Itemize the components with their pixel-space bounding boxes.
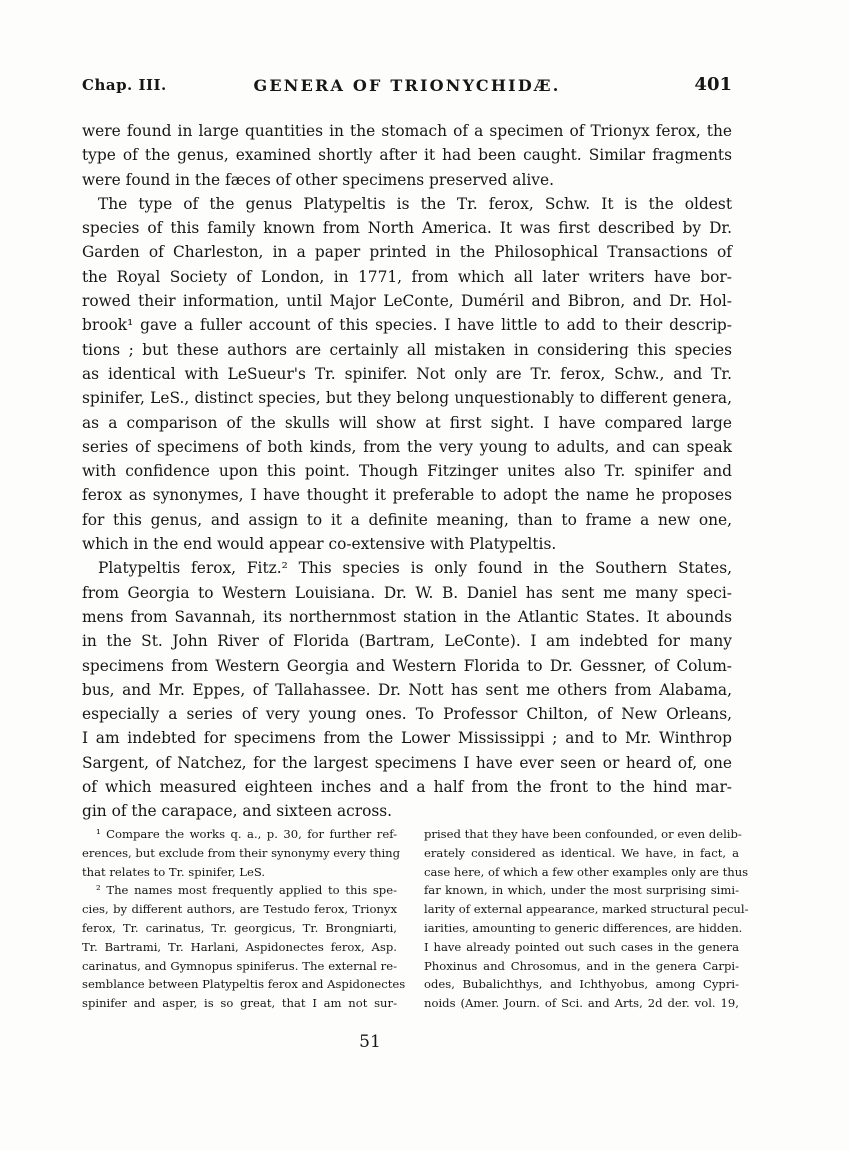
- body-line: especially a series of very young ones. To Professor Chilton, of New Orleans,: [82, 705, 732, 724]
- body-line: Platypeltis ferox, Fitz.² This species is only found in the Southern States,: [98, 559, 732, 578]
- body-line: spinifer, LeS., distinct species, but they belong unquestionably to different genera,: [82, 389, 732, 408]
- body-line: the Royal Society of London, in 1771, from which all later writers have bor-: [82, 267, 732, 286]
- body-line: type of the genus, examined shortly after it had been caught. Similar fragments: [82, 146, 732, 165]
- footnote-line: carinatus, and Gymnopus spiniferus. The external re-: [82, 958, 397, 973]
- footnote-line: case here, of which a few other examples only are thus: [424, 864, 749, 879]
- footnote-line: Tr. Bartrami, Tr. Harlani, Aspidonectes ferox, Asp.: [82, 939, 397, 954]
- footnote-line: iarities, amounting to generic differences, are hidden.: [424, 920, 743, 935]
- body-line: for this genus, and assign to it a definite meaning, than to frame a new one,: [82, 510, 732, 529]
- footnote-line: prised that they have been confounded, or even delib-: [424, 827, 742, 841]
- running-header: [82, 74, 732, 102]
- footnote-line: noids (Amer. Journ. of Sci. and Arts, 2d der. vol. 19,: [424, 996, 739, 1011]
- body-line: with confidence upon this point. Though Fitzinger unites also Tr. spinifer and: [82, 462, 732, 481]
- body-line: species of this family known from North America. It was first described by Dr.: [82, 219, 732, 238]
- body-line: tions ; but these authors are certainly all mistaken in considering this species: [82, 340, 732, 359]
- body-line: were found in large quantities in the stomach of a specimen of Trionyx ferox, the: [82, 122, 732, 140]
- footnote-line: cies, by different authors, are Testudo ferox, Trionyx: [82, 902, 397, 917]
- body-line: mens from Savannah, its northernmost station in the Atlantic States. It abounds: [82, 607, 732, 626]
- body-line: as identical with LeSueur's Tr. spinifer. Not only are Tr. ferox, Schw., and Tr.: [82, 364, 732, 383]
- footnote-line: far known, in which, under the most surprising simi-: [424, 883, 739, 898]
- body-line: gin of the carapace, and sixteen across.: [82, 802, 393, 821]
- running-title: GENERA OF TRIONYCHIDÆ.: [253, 76, 561, 95]
- footnote-line: larity of external appearance, marked structural pecul-: [424, 902, 749, 917]
- footnote-line: I have already pointed out such cases in the genera: [424, 939, 739, 954]
- body-line: series of specimens of both kinds, from the very young to adults, and can speak: [82, 437, 732, 456]
- footnote-line: ¹ Compare the works q. a., p. 30, for further ref-: [96, 827, 397, 841]
- footnote-line: that relates to Tr. spinifer, LeS.: [82, 864, 266, 879]
- page-folio: 401: [694, 74, 732, 95]
- body-line: ferox as synonymes, I have thought it preferable to adopt the name he proposes: [82, 486, 732, 505]
- body-line: which in the end would appear co-extensive with Platypeltis.: [82, 535, 557, 554]
- footnote-line: odes, Bubalichthys, and Ichthyobus, among Cypri-: [424, 977, 739, 992]
- footnote-line: erately considered as identical. We have, in fact, a: [424, 845, 739, 860]
- footnote-line: spinifer and asper, is so great, that I am not sur-: [82, 996, 397, 1011]
- body-line: Sargent, of Natchez, for the largest specimens I have ever seen or heard of, one: [82, 753, 732, 772]
- footnote-line: ferox, Tr. carinatus, Tr. georgicus, Tr. Brongniarti,: [82, 920, 397, 935]
- body-line: I am indebted for specimens from the Lower Mississippi ; and to Mr. Winthrop: [82, 729, 732, 748]
- footnote-column-left: [82, 825, 406, 1013]
- chapter-label: Chap. III.: [82, 76, 167, 94]
- body-line: were found in the fæces of other specimens preserved alive.: [82, 170, 554, 189]
- footnote-line: Phoxinus and Chrosomus, and in the genera Carpi-: [424, 958, 739, 973]
- footnote-column-right: [424, 825, 749, 1013]
- body-line: brook¹ gave a fuller account of this species. I have little to add to their descrip-: [82, 316, 732, 335]
- footnote-line: ² The names most frequently applied to this spe-: [96, 883, 397, 898]
- body-line: as a comparison of the skulls will show at first sight. I have compared large: [82, 413, 732, 432]
- footnote-line: erences, but exclude from their synonymy every thing: [82, 845, 401, 860]
- footnote-line: semblance between Platypeltis ferox and Aspidonectes: [82, 977, 406, 992]
- body-line: of which measured eighteen inches and a half from the front to the hind mar-: [82, 778, 732, 797]
- body-line: rowed their information, until Major LeConte, Duméril and Bibron, and Dr. Hol-: [82, 292, 732, 311]
- body-line: Garden of Charleston, in a paper printed in the Philosophical Transactions of: [82, 243, 732, 262]
- body-line: The type of the genus Platypeltis is the Tr. ferox, Schw. It is the oldest: [98, 194, 732, 213]
- body-line: specimens from Western Georgia and Western Florida to Dr. Gessner, of Colum-: [82, 656, 732, 675]
- body-line: from Georgia to Western Louisiana. Dr. W. B. Daniel has sent me many speci-: [82, 583, 732, 602]
- body-line: in the St. John River of Florida (Bartram, LeConte). I am indebted for many: [82, 632, 732, 651]
- body-line: bus, and Mr. Eppes, of Tallahassee. Dr. Nott has sent me others from Alabama,: [82, 680, 732, 699]
- main-text: [82, 119, 732, 824]
- page-number: 51: [359, 1032, 381, 1052]
